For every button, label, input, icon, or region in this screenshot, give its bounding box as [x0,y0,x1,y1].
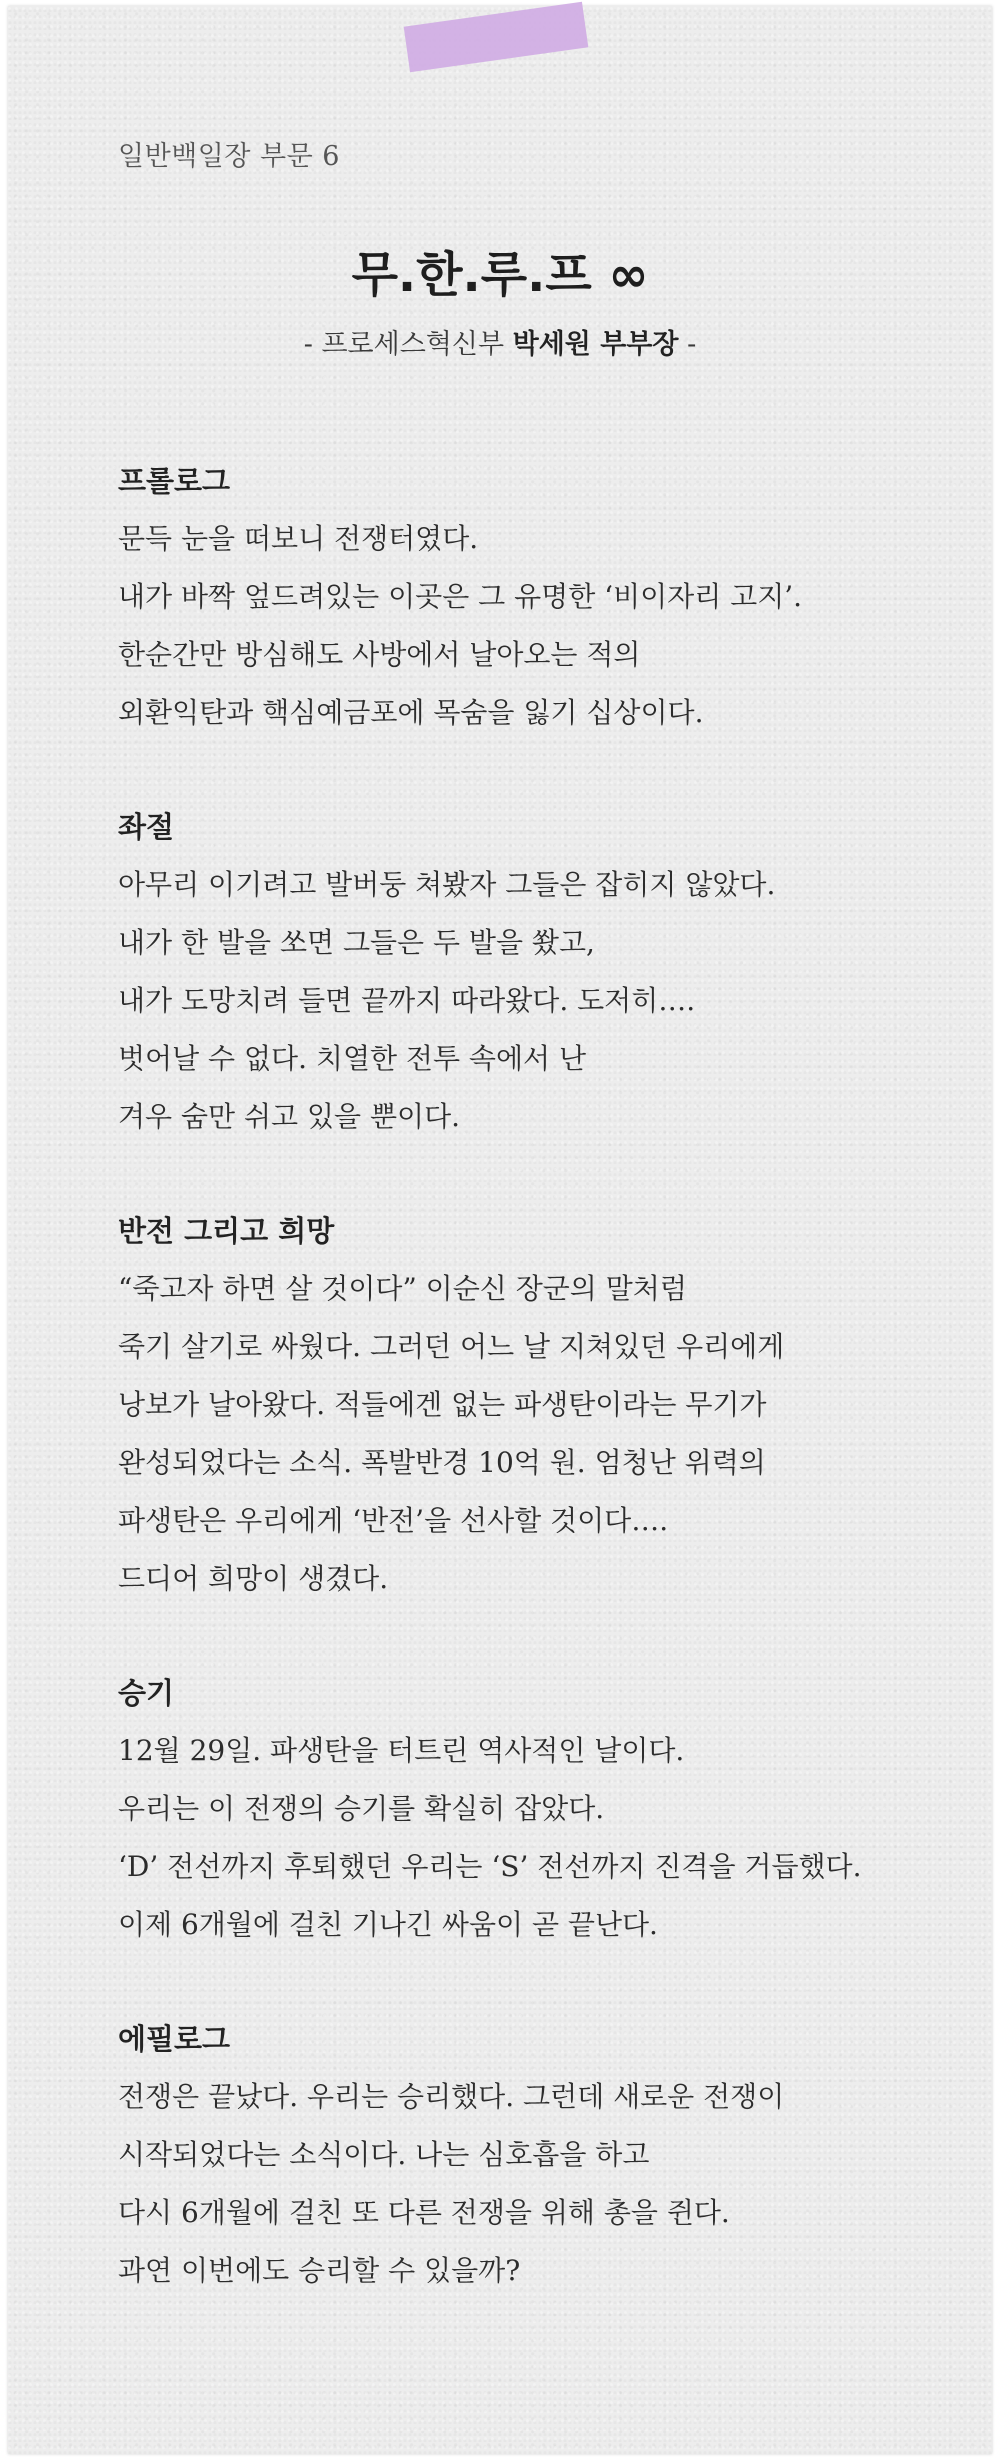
text-line: 벗어날 수 없다. 치열한 전투 속에서 난 [118,1042,587,1075]
text-line: 이제 6개월에 걸친 기나긴 싸움이 곧 끝난다. [118,1908,658,1941]
section-prologue [118,452,938,742]
poem-body [118,452,938,2356]
page-title: 무.한.루.프 ∞ [351,247,649,303]
text-line: “죽고자 하면 살 것이다” 이순신 장군의 말처럼 [118,1272,687,1305]
author-name: 박세원 부부장 [512,329,679,360]
section-frustration [118,798,938,1146]
section-heading: 좌절 [118,810,175,844]
section-heading: 승기 [118,1676,175,1710]
text-line: 과연 이번에도 승리할 수 있을까? [118,2254,521,2287]
text-line: 시작되었다는 소식이다. 나는 심호흡을 하고 [118,2138,650,2171]
text-line: 드디어 희망이 생겼다. [118,1562,389,1595]
text-line: 문득 눈을 떠보니 전쟁터였다. [118,522,479,555]
section-reversal-hope [118,1202,938,1608]
text-line: 외환익탄과 핵심예금포에 목숨을 잃기 십상이다. [118,696,704,729]
section-lines [118,1260,938,1608]
section-heading: 반전 그리고 희망 [118,1214,335,1248]
text-line: 내가 한 발을 쏘면 그들은 두 발을 쐈고, [118,926,595,959]
section-lines [118,2068,938,2300]
section-lines [118,510,938,742]
text-line: 죽기 살기로 싸웠다. 그러던 어느 날 지쳐있던 우리에게 [118,1330,785,1363]
section-epilogue [118,2010,938,2300]
category-label: 일반백일장 부문 6 [118,141,340,172]
text-line: 우리는 이 전쟁의 승기를 확실히 잡았다. [118,1792,605,1825]
text-line: 낭보가 날아왔다. 적들에겐 없는 파생탄이라는 무기가 [118,1388,767,1421]
section-lines [118,856,938,1146]
text-line: 완성되었다는 소식. 폭발반경 10억 원. 엄청난 위력의 [118,1446,766,1479]
text-line: 전쟁은 끝났다. 우리는 승리했다. 그런데 새로운 전쟁이 [118,2080,785,2113]
text-line: 한순간만 방심해도 사방에서 날아오는 적의 [118,638,641,671]
text-line: 내가 바짝 엎드려있는 이곳은 그 유명한 ‘비이자리 고지’. [118,580,803,613]
text-line: 내가 도망치려 들면 끝까지 따라왔다. 도저히…. [118,984,696,1017]
byline-prefix: - 프로세스혁신부 [303,329,513,360]
text-line: ‘D’ 전선까지 후퇴했던 우리는 ‘S’ 전선까지 진격을 거듭했다. [118,1850,862,1883]
text-line: 12월 29일. 파생탄을 터트린 역사적인 날이다. [118,1734,685,1767]
text-line: 다시 6개월에 걸친 또 다른 전쟁을 위해 총을 쥔다. [118,2196,730,2229]
byline-suffix: - [678,329,697,360]
text-line: 아무리 이기려고 발버둥 쳐봤자 그들은 잡히지 않았다. [118,868,776,901]
byline [0,322,1000,361]
section-lines [118,1722,938,1954]
text-line: 겨우 숨만 쉬고 있을 뿐이다. [118,1100,461,1133]
section-heading: 에필로그 [118,2022,231,2056]
section-victory-momentum [118,1664,938,1954]
section-heading: 프롤로그 [118,464,231,498]
text-line: 파생탄은 우리에게 ‘반전’을 선사할 것이다…. [118,1504,669,1537]
